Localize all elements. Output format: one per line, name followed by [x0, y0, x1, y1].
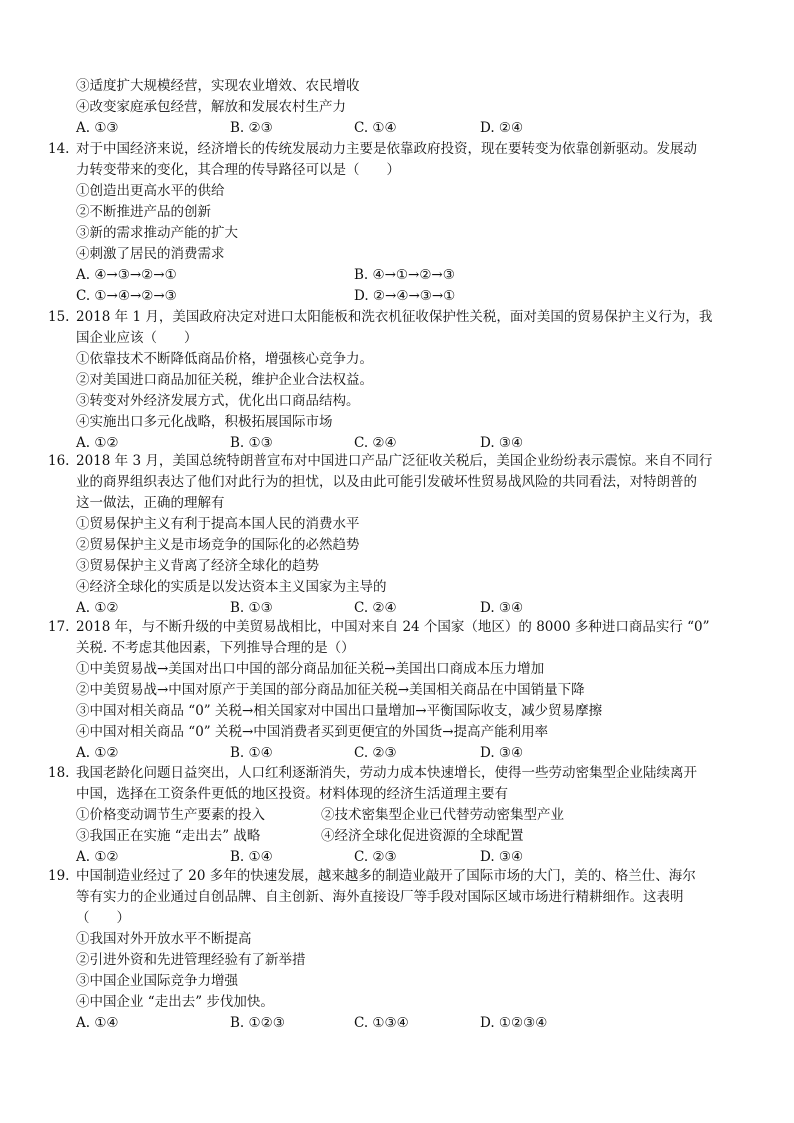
choice-item: ①依靠技术不断降低商品价格，增强核心竞争力。	[76, 351, 373, 367]
choice-item: ②不断推进产品的创新	[76, 204, 211, 220]
question-stem: 14. 对于中国经济来说，经济增长的传统发展动力主要是依靠政府投资，现在要转变为依靠创新驱动。发展动	[76, 139, 724, 160]
option-c[interactable]: C. ②③	[354, 849, 397, 865]
choice-item: ③新的需求推动产能的扩大	[76, 225, 238, 241]
option-b[interactable]: B. ①②③	[230, 1015, 285, 1031]
answer-options	[76, 743, 724, 764]
question-18	[48, 763, 724, 868]
choice-item: ②中美贸易战→中国对原产于美国的部分商品加征关税→美国相关商品在中国销量下降	[76, 682, 585, 698]
question-number: 16.	[48, 453, 70, 469]
answer-options	[76, 847, 724, 868]
question-number: 15.	[48, 309, 70, 325]
choice-item: ④实施出口多元化战略，积极拓展国际市场	[76, 414, 333, 430]
question-stem: 15. 2018 年 1 月，美国政府决定对进口太阳能板和洗衣机征收保护性关税，面对美国的贸易保护主义行为，我	[76, 307, 724, 328]
question-number: 18.	[48, 765, 70, 781]
question-stem-cont: 等有实力的企业通过自创品牌、自主创新、海外直接设厂等手段对国际区域市场进行精耕细作。这表明	[76, 889, 684, 905]
question-stem: 16. 2018 年 3 月，美国总统特朗普宣布对中国进口产品广泛征收关税后，美国企业纷纷表示震惊。来自不同行	[76, 451, 724, 472]
option-a[interactable]: A. ①②	[76, 849, 119, 865]
question-16	[48, 451, 724, 619]
choice-item: ①贸易保护主义有利于提高本国人民的消费水平	[76, 516, 360, 532]
choice-item: ①价格变动调节生产要素的投入	[76, 807, 265, 823]
choice-item: ③适度扩大规模经营，实现农业增效、农民增收	[76, 78, 360, 94]
option-d[interactable]: D. ③④	[480, 435, 524, 451]
option-b[interactable]: B. ①④	[230, 745, 273, 761]
choice-item: ④经济全球化促进资源的全球配置	[321, 828, 524, 844]
question-stem-cont: 国企业应该（ ）	[76, 330, 198, 346]
question-stem-cont: 关税. 不考虑其他因素，下列推导合理的是（）	[76, 640, 355, 656]
question-stem-cont: 中国，选择在工资条件更低的地区投资。材料体现的经济生活道理主要有	[76, 786, 508, 802]
option-a[interactable]: A. ①②	[76, 745, 119, 761]
choice-item: ④中国企业 “走出去” 步伐加快。	[76, 994, 274, 1010]
option-d[interactable]: D. ②④	[480, 120, 524, 136]
choice-item: ④经济全球化的实质是以发达资本主义国家为主导的	[76, 579, 387, 595]
answer-options	[76, 1013, 724, 1034]
question-stem: 19. 中国制造业经过了 20 多年的快速发展，越来越多的制造业敲开了国际市场的大门，美的、格兰仕、海尔	[76, 866, 724, 887]
option-c[interactable]: C. ②③	[354, 745, 397, 761]
choice-items-row1	[76, 805, 724, 826]
choice-item: ④中国对相关商品 “0” 关税→中国消费者买到更便宜的外国货→提高产能利用率	[76, 724, 549, 740]
question-stem-cont: 业的商界组织表达了他们对此行为的担忧，以及由此可能引发破坏性贸易战风险的共同看法，对特朗普的	[76, 474, 697, 490]
option-a[interactable]: A. ①②	[76, 435, 119, 451]
option-d[interactable]: D. ③④	[480, 745, 524, 761]
question-stem-cont: （ ）	[76, 910, 130, 926]
option-b[interactable]: B. ①③	[230, 435, 273, 451]
option-d[interactable]: D. ①②③④	[480, 1015, 548, 1031]
choice-item: ③中国企业国际竞争力增强	[76, 973, 238, 989]
choice-item: ①创造出更高水平的供给	[76, 183, 225, 199]
choice-item: ②贸易保护主义是市场竞争的国际化的必然趋势	[76, 537, 360, 553]
choice-items-row2	[76, 826, 724, 847]
option-d[interactable]: D. ③④	[480, 600, 524, 616]
option-b[interactable]: B. ①④	[230, 849, 273, 865]
question-stem: 18. 我国老龄化问题日益突出，人口红利逐渐消失，劳动力成本快速增长，使得一些劳动密集型企业陆续离开	[76, 763, 724, 784]
option-a[interactable]: A. ④→③→②→①	[76, 267, 177, 283]
option-a[interactable]: A. ①②	[76, 600, 119, 616]
choice-item: ④刺激了居民的消费需求	[76, 246, 225, 262]
question-13-tail	[76, 76, 724, 139]
question-number: 17.	[48, 619, 70, 635]
option-a[interactable]: A. ①③	[76, 120, 119, 136]
choice-item: ②引进外资和先进管理经验有了新举措	[76, 952, 306, 968]
question-14	[48, 139, 724, 307]
choice-item: ②对美国进口商品加征关税，维护企业合法权益。	[76, 372, 373, 388]
answer-options	[76, 598, 724, 619]
answer-options-row1	[76, 265, 724, 286]
choice-item: ③贸易保护主义背离了经济全球化的趋势	[76, 558, 319, 574]
choice-item: ①中美贸易战→美国对出口中国的部分商品加征关税→美国出口商成本压力增加	[76, 661, 545, 677]
option-c[interactable]: C. ①④	[354, 120, 397, 136]
question-number: 19.	[48, 868, 70, 884]
option-d[interactable]: D. ②→④→③→①	[354, 288, 456, 304]
choice-item: ④改变家庭承包经营，解放和发展农村生产力	[76, 99, 346, 115]
answer-options-row2	[76, 286, 724, 307]
option-b[interactable]: B. ④→①→②→③	[354, 267, 455, 283]
option-c[interactable]: C. ①③④	[354, 1015, 409, 1031]
option-c[interactable]: C. ②④	[354, 600, 397, 616]
answer-options	[76, 118, 724, 139]
question-stem-cont: 力转变带来的变化，其合理的传导路径可以是（ ）	[76, 162, 400, 178]
option-a[interactable]: A. ①④	[76, 1015, 119, 1031]
option-c[interactable]: C. ①→④→②→③	[76, 288, 177, 304]
question-17	[48, 617, 724, 764]
question-number: 14.	[48, 141, 70, 157]
question-15	[48, 307, 724, 454]
choice-item: ③中国对相关商品 “0” 关税→相关国家对中国出口量增加→平衡国际收支，减少贸易摩擦	[76, 703, 603, 719]
option-b[interactable]: B. ②③	[230, 120, 273, 136]
option-c[interactable]: C. ②④	[354, 435, 397, 451]
question-19	[48, 866, 724, 1034]
choice-item: ①我国对外开放水平不断提高	[76, 931, 252, 947]
choice-item: ③我国正在实施 “走出去” 战略	[76, 828, 261, 844]
choice-item: ③转变对外经济发展方式，优化出口商品结构。	[76, 393, 360, 409]
question-stem: 17. 2018 年，与不断升级的中美贸易战相比，中国对来自 24 个国家（地区）的 8000 多种进口商品实行 “0”	[76, 617, 724, 638]
choice-item: ②技术密集型企业已代替劳动密集型产业	[321, 807, 564, 823]
option-d[interactable]: D. ③④	[480, 849, 524, 865]
option-b[interactable]: B. ①③	[230, 600, 273, 616]
question-stem-cont: 这一做法，正确的理解有	[76, 495, 225, 511]
